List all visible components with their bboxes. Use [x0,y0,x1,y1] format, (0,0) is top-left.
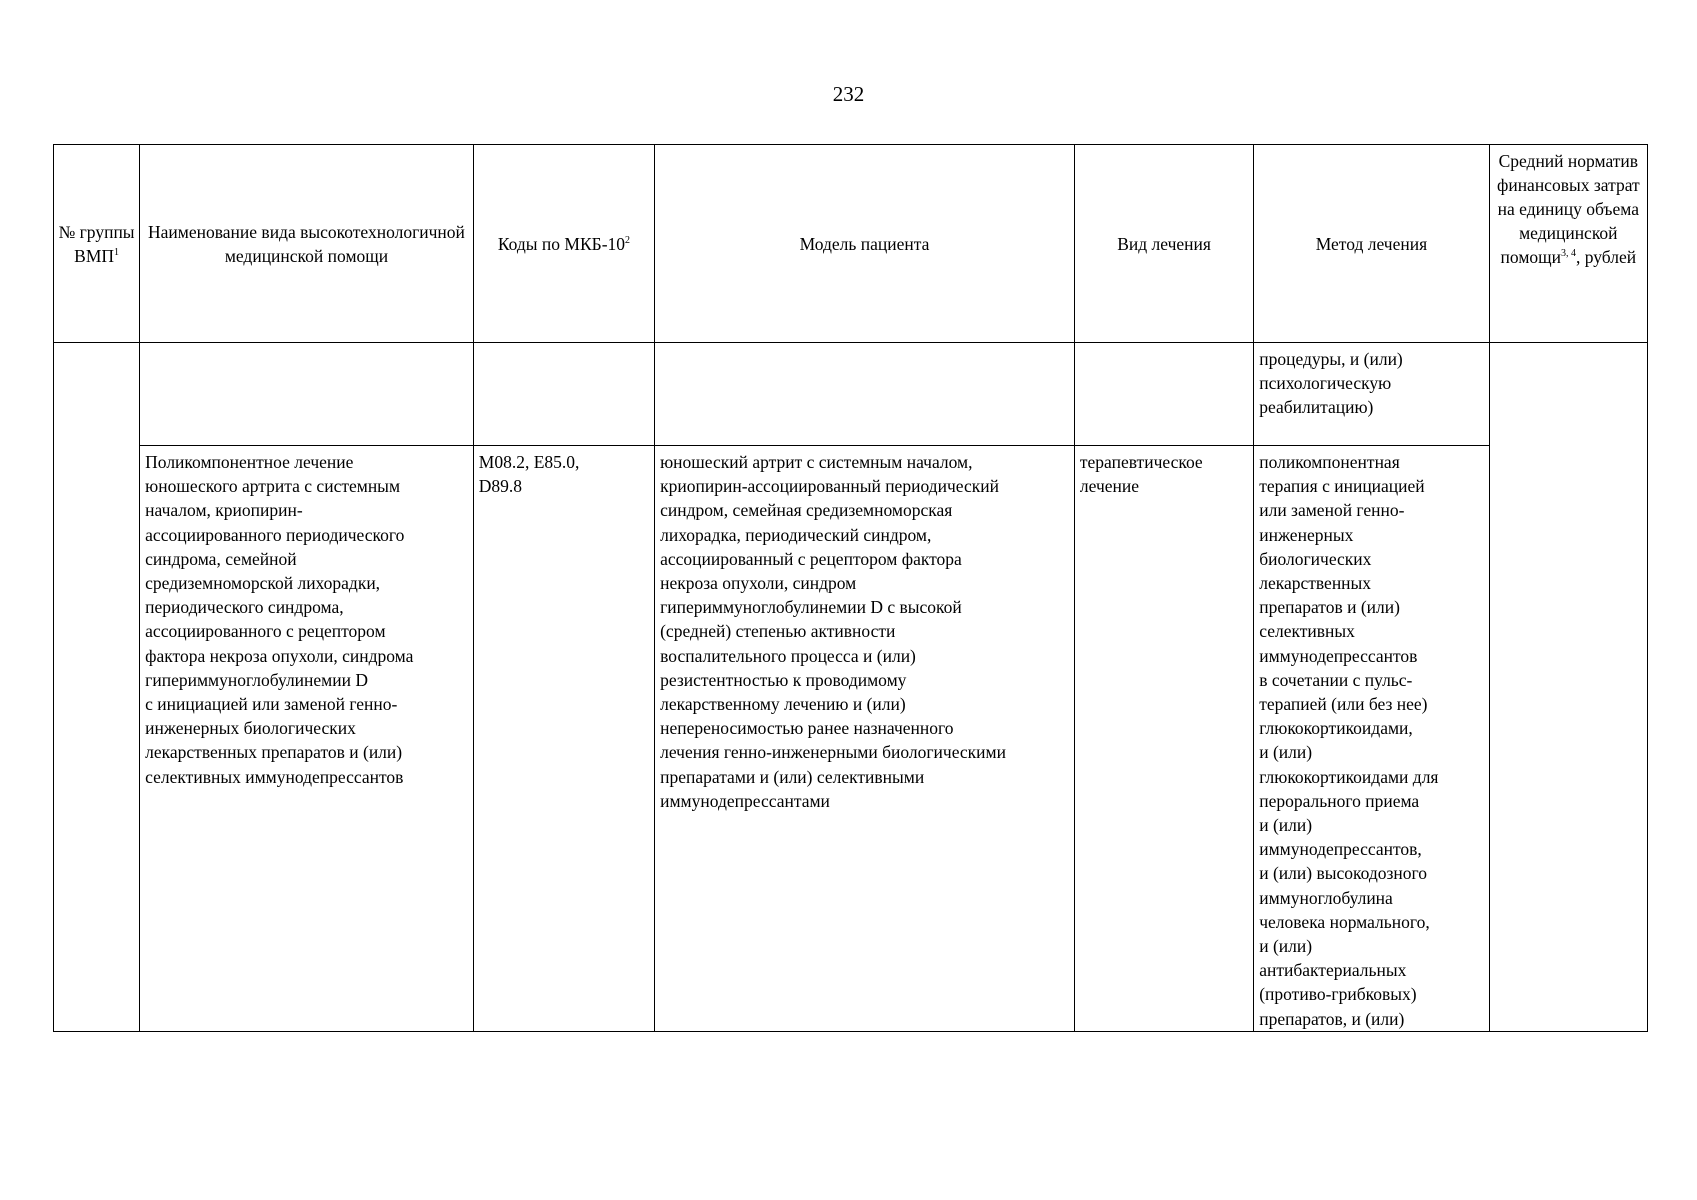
table-row [54,343,1648,446]
cell-codes [473,343,654,446]
cell-text: терапевтическое лечение [1079,452,1203,497]
cell-treatment-method [1254,446,1489,1032]
cell-treatment-type [1074,343,1253,446]
cell-text: поликомпонентная терапия с инициацией или заменой генно- инженерных биологических лекарственных препаратов и (или) селективных иммунодепрессантов в сочетании с пульс- терапией (или без нее) глюкокортикоидами, и (или) глюкокортикоидами для перорального приема и (или) иммунодепрессантов, и (или) высокодозного иммуноглобулина человека нормального, и (или) антибактериальных (противо-грибковых) препаратов, и (или) [1259,452,1439,1029]
header-codes-label: Коды по МКБ-10 [497,233,626,254]
cell-text: M08.2, E85.0, D89.8 [478,452,580,497]
header-group-no-label: № группы ВМП [58,221,135,266]
vmp-table [53,144,1648,1032]
cell-name [140,446,474,1032]
header-codes [473,145,654,343]
cell-treatment-method [1254,343,1489,446]
header-name: Наименование вида высокотехнологичной медицинской помощи [140,145,474,343]
header-cost [1489,145,1647,343]
table-row [54,446,1648,1032]
cell-patient-model [655,343,1075,446]
cell-group-no [54,343,140,1032]
header-patient-model: Модель пациента [655,145,1075,343]
header-cost-unit: , рублей [1575,247,1637,267]
header-treatment-method: Метод лечения [1254,145,1489,343]
cell-text: процедуры, и (или) психологическую реабилитацию) [1259,349,1403,418]
header-group-no [54,145,140,343]
cell-cost [1489,343,1647,1032]
header-cost-label: Средний норматив финансовых затрат на единицу объема медицинской помощи [1496,151,1640,267]
header-treatment-type: Вид лечения [1074,145,1253,343]
cell-text: Поликомпонентное лечение юношеского артрита с системным началом, криопирин- ассоциированного периодического синдрома, семейной средиземноморской лихорадки, периодического синдрома, ассоциированного с рецептором фактора некроза опухоли, синдрома гипериммуноглобулинемии D с инициацией или заменой генно- инженерных биологических лекарственных препаратов и (или) селективных иммунодепрессантов [145,452,414,787]
page-number: 232 [832,82,865,106]
footnote-mark: 3, 4 [1560,248,1576,260]
cell-patient-model [655,446,1075,1032]
cell-treatment-type [1074,446,1253,1032]
cell-text: юношеский артрит с системным началом, криопирин-ассоциированный периодический синдром, семейная средиземноморская лихорадка, периодический синдром, ассоциированный с рецептором фактора некроза опухоли, синдром гипериммуноглобулинемии D с высокой (средней) степенью активности воспалительного процесса и (или) резистентностью к проводимому лекарственному лечению и (или) непереносимостью ранее назначенного лечения генно-инженерными биологическими препаратами и (или) селективными иммунодепрессантами [660,452,1006,811]
cell-codes [473,446,654,1032]
footnote-mark: 1 [114,246,120,258]
cell-name [140,343,474,446]
footnote-mark: 2 [625,234,631,246]
table-header-row [54,145,1648,343]
